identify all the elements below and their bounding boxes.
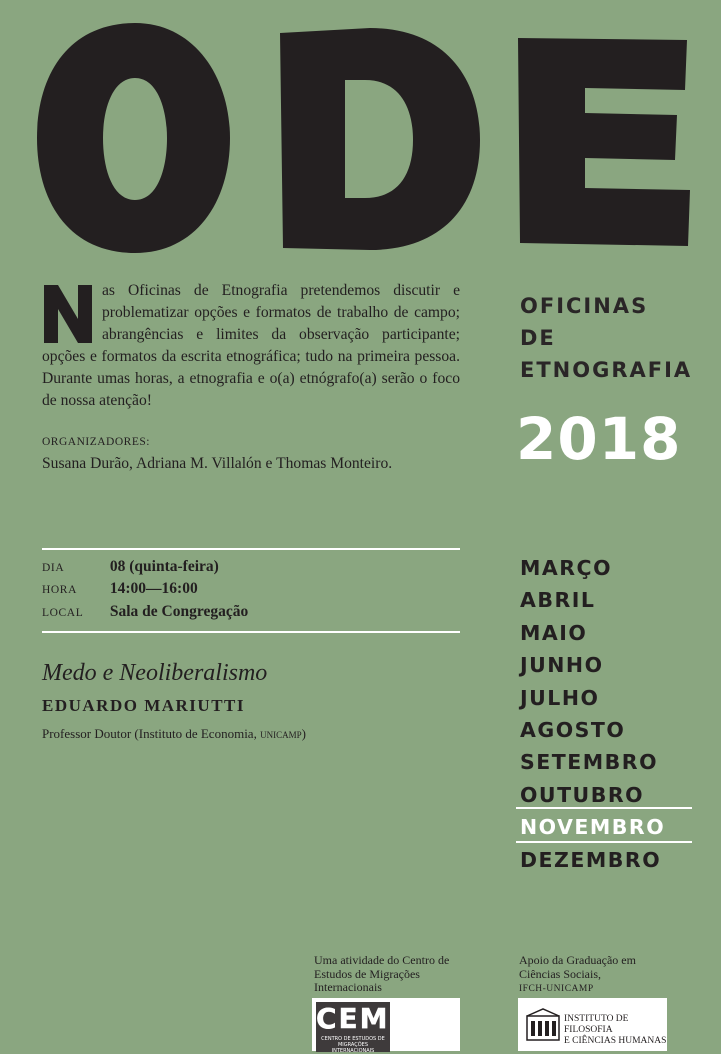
current-month-rule-bottom — [516, 841, 692, 843]
cemi-logo — [312, 998, 460, 1054]
ifch-logo-line2: E CIÊNCIAS HUMANAS — [564, 1036, 667, 1046]
month-item: JULHO — [520, 685, 600, 710]
series-year: 2018 — [516, 405, 682, 473]
current-month-rule-top — [516, 807, 692, 809]
cemi-logo-sub: CENTRO DE ESTUDOS DE MIGRAÇÕES INTERNACIONAIS — [321, 1036, 385, 1054]
title-ode-logo — [25, 18, 705, 258]
speaker-name: EDUARDO MARIUTTI — [42, 696, 245, 715]
affiliation-end: ) — [301, 726, 306, 741]
cemi-logo-mark — [316, 1002, 402, 1054]
divider-top — [42, 548, 460, 550]
intro-text: as Oficinas de Etnografia pretendemos discutir e problematizar opções e formatos de trabalho de campo; abrangências e limites da observação participante; opções e formatos da escrita etnográfica; tudo na primeira pessoa. Durante umas horas, a etnografia e o(a) etnógrafo(a) serão o foco de nossa atenção! — [42, 282, 460, 409]
series-line-1: OFICINAS — [520, 294, 649, 318]
event-time-label: HORA — [42, 584, 77, 596]
talk-title: Medo e Neoliberalismo — [42, 660, 268, 686]
series-title — [520, 290, 692, 386]
building-icon — [526, 1008, 560, 1042]
month-item-current: NOVEMBRO — [520, 815, 666, 840]
cemi-credit: Uma atividade do Centro de Estudos de Migrações Internacionais — [314, 953, 450, 994]
cemi-logo-word: CEMI — [316, 1002, 402, 1035]
speaker-affiliation — [42, 726, 306, 742]
event-day-row — [42, 558, 219, 576]
event-place-label: LOCAL — [42, 607, 84, 619]
event-day-label: DIA — [42, 562, 65, 574]
months-list — [520, 552, 665, 876]
ifch-logo-line1: INSTITUTO DE FILOSOFIA — [564, 1014, 629, 1035]
event-place-row — [42, 603, 248, 621]
event-time-row — [42, 580, 198, 598]
ifch-logo-text — [564, 1014, 667, 1047]
support-org: IFCH-UNICAMP — [519, 984, 594, 994]
series-line-3: ETNOGRAFIA — [520, 358, 693, 382]
divider-bottom — [42, 631, 460, 633]
dropcap-n — [42, 283, 94, 345]
month-item: OUTUBRO — [520, 782, 645, 807]
organizers-names: Susana Durão, Adriana M. Villalón e Thomas Monteiro. — [42, 455, 393, 472]
event-place-value: Sala de Congregação — [109, 603, 249, 620]
month-item: MARÇO — [520, 556, 613, 580]
event-time-value: 14:00—16:00 — [109, 580, 198, 597]
ifch-logo — [518, 998, 667, 1051]
affiliation-text: Professor Doutor (Instituto de Economia, — [42, 726, 257, 741]
month-item: ABRIL — [520, 588, 596, 613]
support-credit — [519, 954, 669, 997]
series-line-2: DE — [520, 326, 556, 350]
month-item: SETEMBRO — [520, 750, 658, 775]
support-text: Apoio da Graduação em Ciências Sociais, — [519, 953, 636, 981]
month-item: DEZEMBRO — [520, 847, 662, 872]
month-item: AGOSTO — [520, 717, 626, 742]
organizers-label: ORGANIZADORES: — [42, 436, 150, 448]
affiliation-org: unicamp — [260, 726, 302, 741]
event-day-value: 08 (quinta-feira) — [109, 558, 219, 575]
month-item: MAIO — [520, 620, 588, 645]
month-item: JUNHO — [520, 653, 604, 678]
intro-paragraph — [42, 280, 460, 412]
